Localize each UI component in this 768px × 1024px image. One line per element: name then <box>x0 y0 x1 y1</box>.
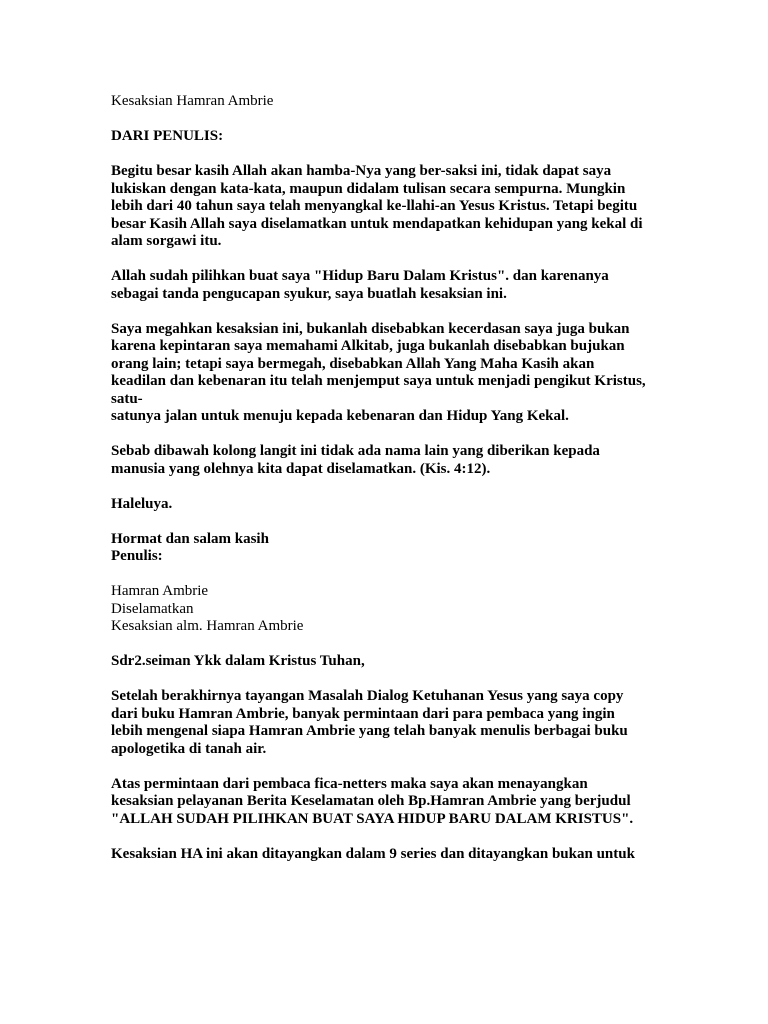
closing-block: Hormat dan salam kasih Penulis: <box>111 530 269 564</box>
paragraph-5: Setelah berakhirnya tayangan Masalah Dialog Ketuhanan Yesus yang saya copy dari buku Hamran Ambrie, banyak permintaan dari para pembaca yang ingin lebih mengenal siapa Hamran Ambrie yang telah banyak menulis berbagai buku apologetika di tanah air. <box>111 688 628 757</box>
section-heading: DARI PENULIS: <box>111 128 224 144</box>
haleluya-line: Haleluya. <box>111 495 173 512</box>
paragraph-1: Begitu besar kasih Allah akan hamba-Nya yang ber-saksi ini, tidak dapat saya lukiskan dengan kata-kata, maupun didalam tulisan secara sempurna. Mungkin lebih dari 40 tahun saya telah menyangkal ke-llahi-an Yesus Kristus. Tetapi begitu besar Kasih Allah saya diselamatkan untuk mendapatkan kehidupan yang kekal di alam sorgawi itu. <box>111 163 643 249</box>
paragraph-4: Sebab dibawah kolong langit ini tidak ada nama lain yang diberikan kepada manusia yang olehnya kita dapat diselamatkan. (Kis. 4:12). <box>111 443 600 477</box>
paragraph-3: Saya megahkan kesaksian ini, bukanlah disebabkan kecerdasan saya juga bukan karena kepintaran saya memahami Alkitab, juga bukanlah disebabkan bujukan orang lain; tetapi saya bermegah, disebabkan Allah Yang Maha Kasih akan keadilan dan kebenaran itu telah menjemput saya untuk menjadi pengikut Kristus, satu- satunya jalan untuk menuju kepada kebenaran dan Hidup Yang Kekal. <box>111 320 646 424</box>
paragraph-6: Atas permintaan dari pembaca fica-netters maka saya akan menayangkan kesaksian pelayanan Berita Keselamatan oleh Bp.Hamran Ambrie yang berjudul "ALLAH SUDAH PILIHKAN BUAT SAYA HIDUP BARU DALAM KRISTUS". <box>111 775 634 827</box>
greeting-line: Sdr2.seiman Ykk dalam Kristus Tuhan, <box>111 653 365 669</box>
signature-block: Hamran Ambrie Diselamatkan Kesaksian alm. Hamran Ambrie <box>111 583 304 634</box>
document-body <box>111 93 671 863</box>
document-title: Kesaksian Hamran Ambrie <box>111 93 274 109</box>
paragraph-2: Allah sudah pilihkan buat saya "Hidup Baru Dalam Kristus". dan karenanya sebagai tanda pengucapan syukur, saya buatlah kesaksian ini. <box>111 268 609 302</box>
paragraph-7: Kesaksian HA ini akan ditayangkan dalam 9 series dan ditayangkan bukan untuk <box>111 845 635 862</box>
